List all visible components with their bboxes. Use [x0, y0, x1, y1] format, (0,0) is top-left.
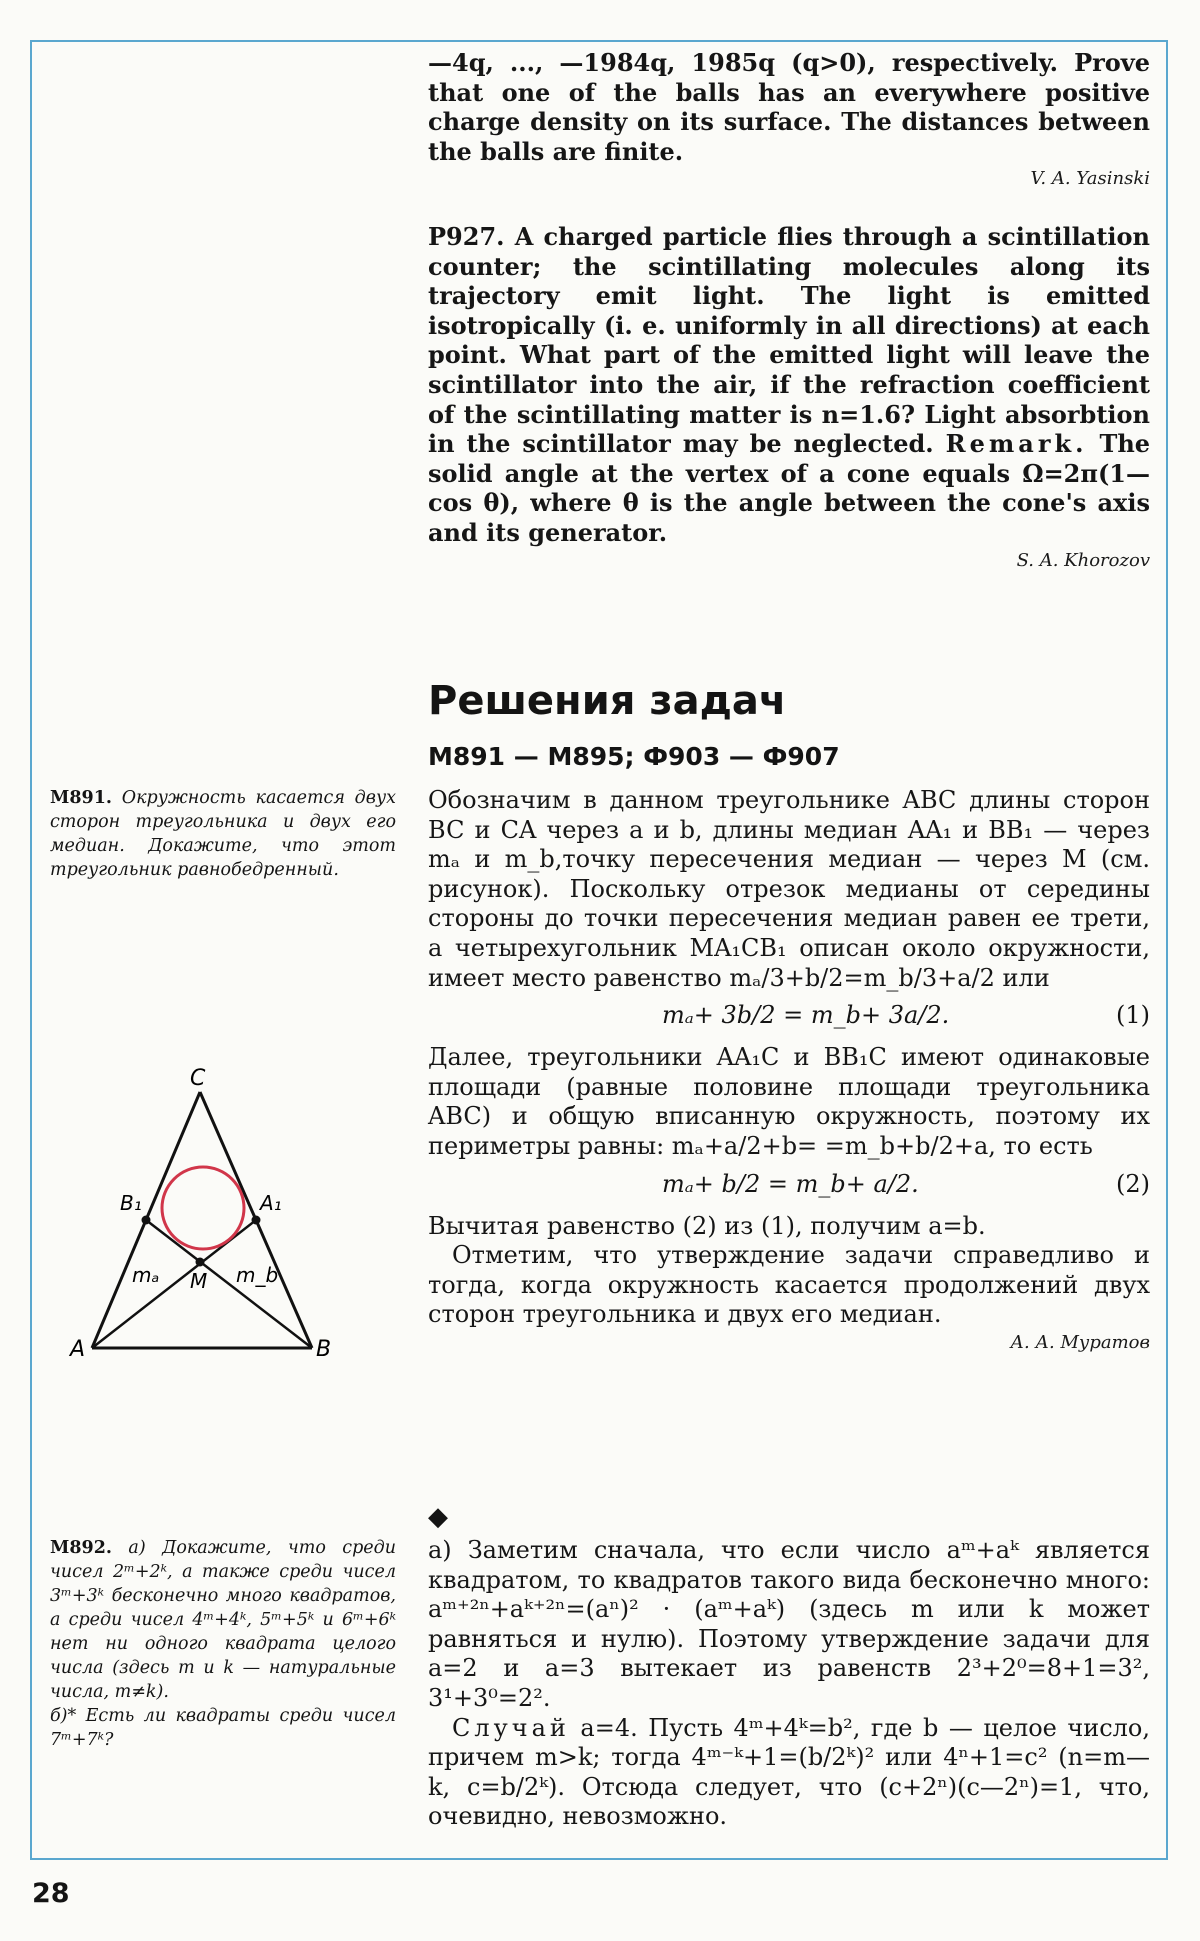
m892-solution [428, 1536, 1150, 1832]
point-m [196, 1258, 205, 1267]
p927-text: A charged particle flies through a scintillation counter; the scintillating molecules along its trajectory emit light. The light is emitted isotropically (i. e. uniformly in all directions) at each point. What part of the emitted light will leave the scintillator into the air, if the refraction coefficient of the scintillating matter is n=1.6? Light absorbtion in the scintillator may be neglected. [428, 222, 1150, 459]
label-a: A [70, 1337, 86, 1360]
page-number: 28 [32, 1878, 70, 1909]
triangle-figure [60, 1060, 350, 1360]
label-b1: B₁ [120, 1191, 142, 1215]
formula-2-number: (2) [1116, 1169, 1150, 1198]
label-mb: m_b [236, 1263, 279, 1287]
p926-author: V. A. Yasinski [1030, 168, 1150, 190]
p926-text: —4q, ..., —1984q, 1985q (q>0), respectively. Prove that one of the balls has an everywhere positive charge density on its surface. The distances between the balls are finite. [428, 48, 1150, 166]
inscribed-circle [162, 1167, 244, 1249]
label-b: B [316, 1337, 332, 1360]
formula-1-expr: mₐ+ 3b/2 = m_b+ 3a/2. [662, 1001, 950, 1030]
page-title: Решения задач [428, 678, 787, 724]
problem-p927 [428, 222, 1150, 571]
m892-para2-wrap [428, 1714, 1150, 1832]
m892-para1: а) Заметим сначала, что если число aᵐ+aᵏ является квадратом, то квадратов такого вида бесконечно много: aᵐ⁺²ⁿ+aᵏ⁺²ⁿ=(aⁿ)² · (aᵐ+aᵏ) (здесь m или k может равняться и нулю). Поэтому утверждение задачи для a=2 и a=3 вытекает из равенств 2³+2⁰=8+1=3², 3¹+3⁰=2². [428, 1536, 1150, 1712]
point-a1 [252, 1216, 261, 1225]
m892-statement-a: а) Докажите, что среди чисел 2ᵐ+2ᵏ, а также среди чисел 3ᵐ+3ᵏ бесконечно много квадратов, а среди чисел 4ᵐ+4ᵏ, 5ᵐ+5ᵏ и 6ᵐ+6ᵏ нет ни одного квадрата целого числа (здесь m и k — натуральные числа, m≠k). [50, 1538, 396, 1702]
m891-para1: Обозначим в данном треугольнике ABC длины сторон BC и CA через a и b, длины медиан AA₁ и BB₁ — через mₐ и m_b,точку пересечения медиан — через M (см. рисунок). Поскольку отрезок медианы от середины стороны до точки пересечения медиан равен ее трети, а четырехугольник MA₁CB₁ описан около окружности, имеет место равенство mₐ/3+b/2=m_b/3+a/2 или [428, 786, 1150, 992]
diamond-marker-icon: ◆ [428, 1502, 448, 1532]
label-ma: mₐ [132, 1263, 160, 1287]
label-c: C [190, 1066, 206, 1091]
m891-label: M891. [50, 788, 112, 808]
problem-p926-tail [428, 48, 1150, 189]
m892-para2-lead: Случай [452, 1713, 570, 1742]
formula-1-number: (1) [1116, 1001, 1150, 1030]
page-subtitle: M891 — M895; Ф903 — Ф907 [428, 742, 840, 771]
point-b1 [142, 1216, 151, 1225]
m892-statement [50, 1536, 396, 1752]
m891-para4: Отметим, что утверждение задачи справедливо и тогда, когда окружность касается продолжений двух сторон треугольника и двух его медиан. [428, 1241, 1150, 1329]
p927-remark-label: Remark. [945, 429, 1088, 459]
m892-statement-b: б)* Есть ли квадраты среди чисел 7ᵐ+7ᵏ? [50, 1706, 396, 1750]
label-m: M [190, 1269, 208, 1293]
m892-label: M892. [50, 1538, 112, 1558]
m891-para2: Далее, треугольники AA₁C и BB₁C имеют одинаковые площади (равные половине площади треугольника ABC) и общую вписанную окружность, поэтому их периметры равны: mₐ+a/2+b= =m_b+b/2+a, то есть [428, 1043, 1150, 1160]
label-a1: A₁ [260, 1191, 282, 1215]
m891-author: А. А. Муратов [1010, 1331, 1150, 1353]
formula-2-expr: mₐ+ b/2 = m_b+ a/2. [662, 1169, 919, 1198]
m891-para3: Вычитая равенство (2) из (1), получим a=b. [428, 1211, 986, 1240]
p927-remark-text: The solid angle at the vertex of a cone equals Ω=2π(1—cos θ), where θ is the angle between the cone's axis and its generator. [428, 429, 1151, 547]
m892-para2: a=4. Пусть 4ᵐ+4ᵏ=b², где b — целое число, причем m>k; тогда 4ᵐ⁻ᵏ+1=(b/2ᵏ)² или 4ⁿ+1=c² (n=m—k, c=b/2ᵏ). Отсюда следует, что (c+2ⁿ)(c—2ⁿ)=1, что, очевидно, невозможно. [428, 1713, 1150, 1831]
formula-2 [428, 1162, 1150, 1212]
m891-statement-text: Окружность касается двух сторон треугольника и двух его медиан. Докажите, что этот треугольник равнобедренный. [50, 788, 396, 880]
solutions-header [428, 678, 1150, 771]
m891-statement [50, 786, 396, 882]
p927-label: P927. [428, 222, 505, 251]
p927-author: S. A. Khorozov [1016, 549, 1150, 571]
formula-1 [428, 993, 1150, 1043]
m891-solution [428, 786, 1150, 1353]
